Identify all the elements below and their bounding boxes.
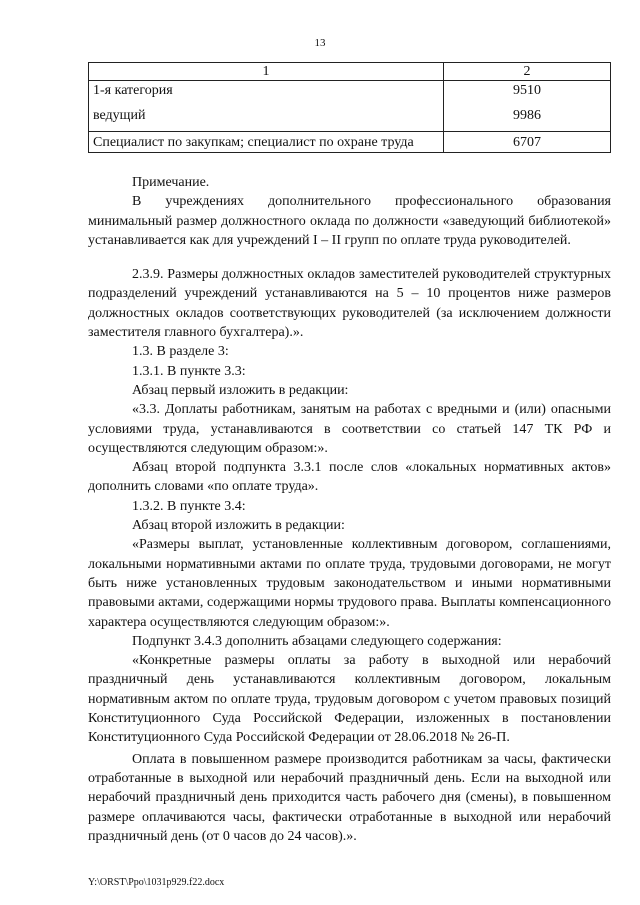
table-row [89, 132, 611, 153]
paragraph-note-text: В учреждениях дополнительного профессионального образования минимальный размер должностного оклада по должности «заведующий библиотекой» устанавливается как для учреждений I – II групп по оплате труда руководителей. [88, 194, 611, 248]
table-row [89, 81, 611, 105]
page-number: 13 [314, 37, 326, 49]
table-header-cell: 2 [444, 63, 611, 81]
paragraph-payments: «Размеры выплат, установленные коллективным договором, соглашениями, локальными нормативными актами по оплате труда, трудовыми договорами, не могут быть ниже установленных трудовым законодательством и иными нормативными правовыми актами, содержащими нормы трудового права. Выплаты компенсационного характера осуществляются следующим образом:». [88, 537, 611, 630]
table-header-cell: 1 [89, 63, 444, 81]
paragraph: Абзац первый изложить в редакции: [132, 382, 349, 398]
paragraph-3-3: «3.3. Доплаты работникам, занятым на работах с вредными и (или) опасными условиями труда, устанавливаются в соответствии со статьей 147 ТК РФ и осуществляются следующим образом:». [88, 402, 611, 456]
table-cell-salary: 9510 [444, 81, 611, 105]
paragraph: Абзац второй изложить в редакции: [132, 518, 345, 534]
footer-file-path: Y:\ORST\Ppo\1031p929.f22.docx [88, 877, 225, 888]
paragraph: Подпункт 3.4.3 дополнить абзацами следующего содержания: [132, 633, 502, 649]
paragraph-2-3-9: 2.3.9. Размеры должностных окладов заместителей руководителей структурных подразделений учреждений устанавливаются на 5 – 10 процентов ниже размеров должностных окладов соответствующих руководителей (за исключением должности заместителя главного бухгалтера).». [88, 267, 611, 341]
paragraph-1-3-1: 1.3.1. В пункте 3.3: [132, 363, 246, 379]
paragraph-holiday-pay: «Конкретные размеры оплаты за работу в выходной или нерабочий праздничный день устанавливаются коллективным договором, локальным нормативным актом по оплате труда, трудовым договором с учетом правовых позиций Конституционного Суда Российской Федерации, изложенных в постановлении Конституционного Суда Российской Федерации от 28.06.2018 № 26-П. [88, 653, 611, 746]
salary-table [88, 62, 611, 153]
table-header-row [89, 63, 611, 81]
paragraph-overtime-pay: Оплата в повышенном размере производится работникам за часы, фактически отработанные в выходной или нерабочий праздничный день. Если на выходной или нерабочий праздничный день приходится часть рабочего дня (смены), в повышенном размере оплачиваются часы, фактически отработанные в выходной или нерабочий праздничный день (от 0 часов до 24 часов).». [88, 751, 611, 844]
table-cell-position: ведущий [89, 104, 444, 132]
paragraph: Абзац второй подпункта 3.3.1 после слов «локальных нормативных актов» дополнить словами «по оплате труда». [88, 460, 611, 495]
table-cell-position: Специалист по закупкам; специалист по охране труда [89, 132, 444, 153]
table-cell-salary: 6707 [444, 132, 611, 153]
table-row [89, 104, 611, 132]
document-body [88, 173, 611, 846]
paragraph-1-3-2: 1.3.2. В пункте 3.4: [132, 498, 246, 514]
table-cell-salary: 9986 [444, 104, 611, 132]
paragraph-note-heading: Примечание. [132, 175, 210, 190]
paragraph-1-3: 1.3. В разделе 3: [132, 344, 229, 360]
table-cell-position: 1-я категория [89, 81, 444, 105]
